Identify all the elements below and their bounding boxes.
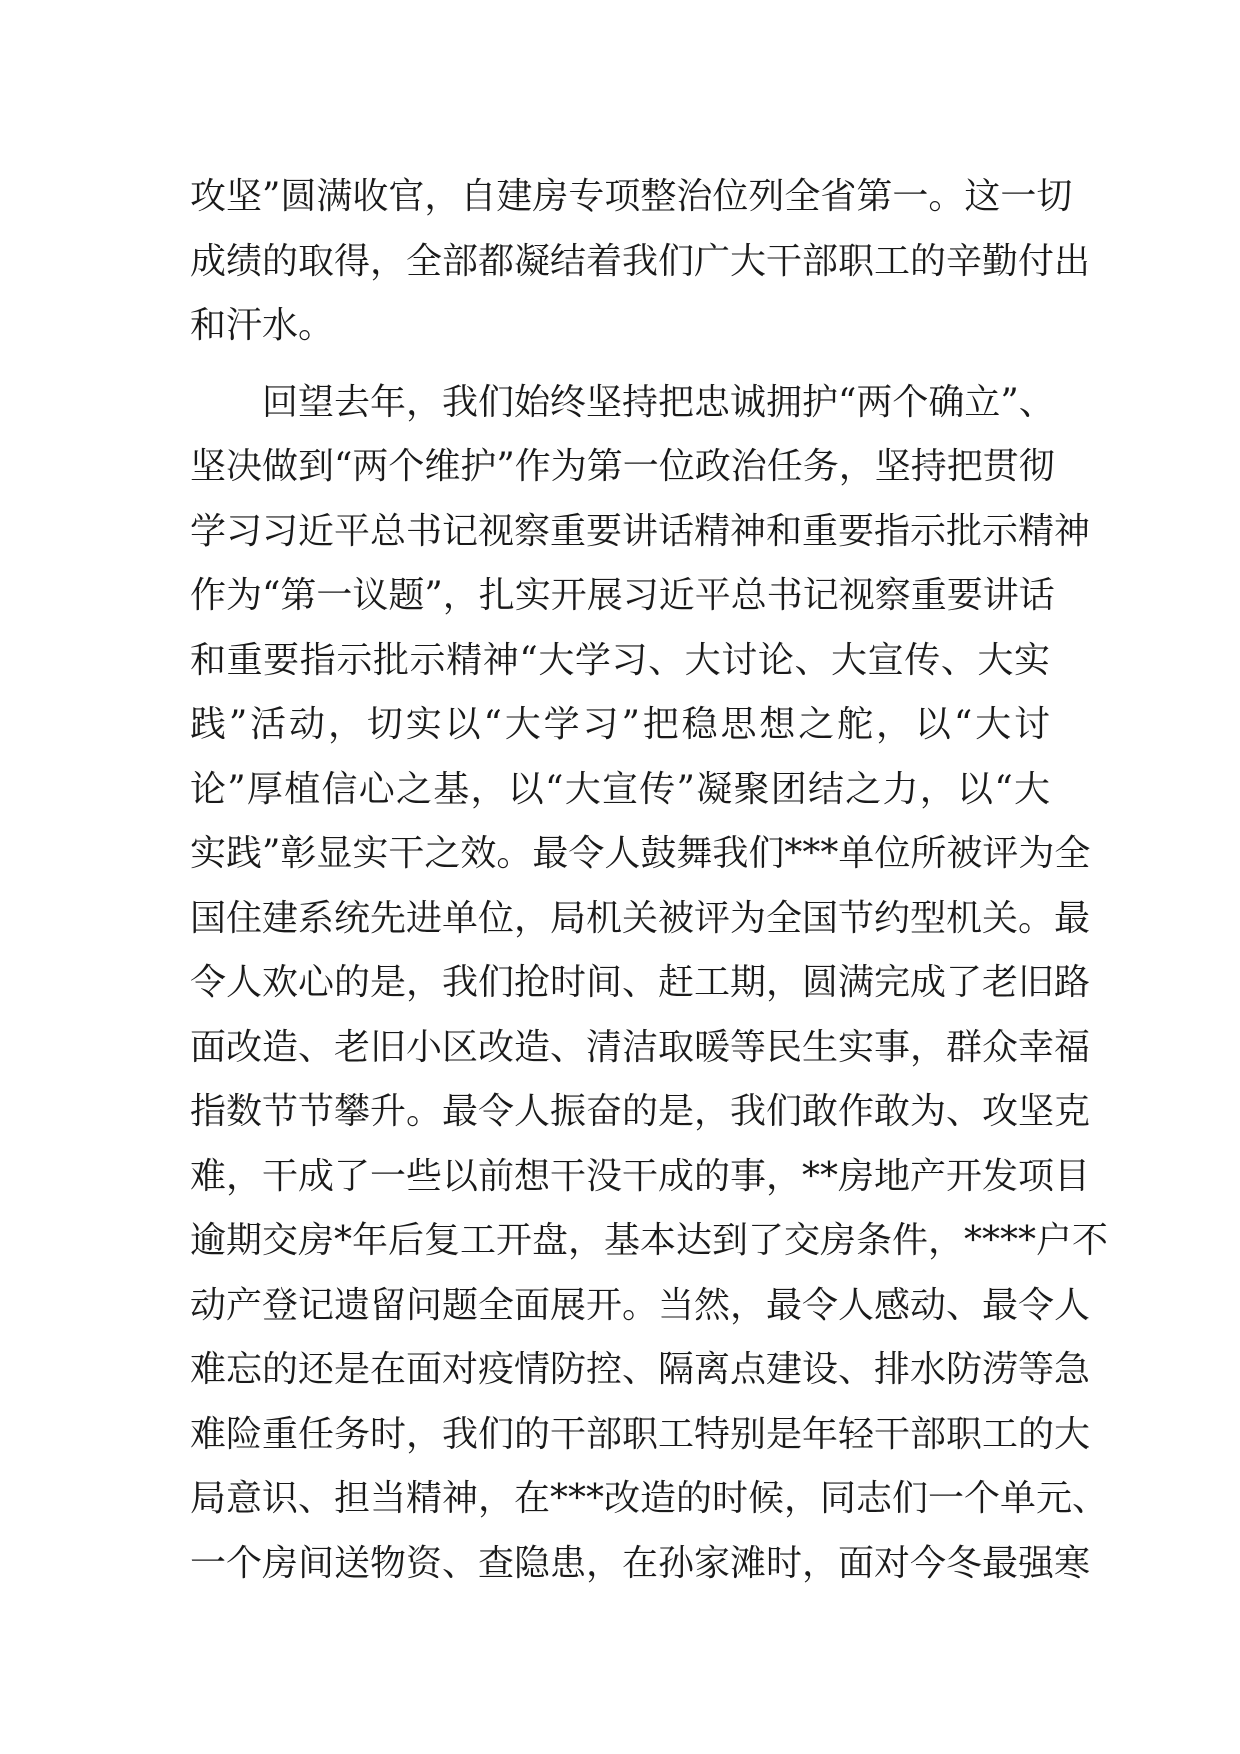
- text-line: [190, 1596, 1050, 1661]
- text-line: 指数节节攀升。最令人振奋的是，我们敢作敢为、攻坚克: [190, 1091, 1091, 1132]
- text-line: 践”活动，切实以“大学习”把稳思想之舵，以“大讨: [190, 704, 1050, 745]
- text-line: 坚决做到“两个维护”作为第一位政治任务，坚持把贯彻: [190, 446, 1055, 487]
- text-line: 令人欢心的是，我们抢时间、赶工期，圆满完成了老旧路: [190, 962, 1091, 1003]
- text-line: 国住建系统先进单位，局机关被评为全国节约型机关。最: [190, 897, 1091, 939]
- text-line: 局意识、担当精神，在***改造的时候，同志们一个单元、: [190, 1478, 1109, 1519]
- text-line: 攻坚”圆满收官，自建房专项整治位列全省第一。这一切: [190, 176, 1073, 217]
- body-text: [190, 165, 1109, 1661]
- text-line: 论”厚植信心之基，以“大宣传”凝聚团结之力，以“大: [190, 768, 1050, 810]
- paragraph: [190, 371, 1109, 1661]
- text-line: 成绩的取得，全部都凝结着我们广大干部职工的辛勤付出: [190, 240, 1091, 282]
- text-line: 逾期交房*年后复工开盘，基本达到了交房条件，****户不: [190, 1220, 1109, 1261]
- text-line: 作为“第一议题”，扎实开展习近平总书记视察重要讲话: [190, 575, 1055, 616]
- text-line: 面改造、老旧小区改造、清洁取暖等民生实事，群众幸福: [190, 1026, 1091, 1068]
- paragraph-gap: [190, 359, 1050, 371]
- text-line: 和重要指示批示精神“大学习、大讨论、大宣传、大实: [190, 639, 1050, 681]
- text-line: 回望去年，我们始终坚持把忠诚拥护“两个确立”、: [190, 381, 1055, 423]
- text-line: 难，干成了一些以前想干没干成的事，**房地产开发项目: [190, 1155, 1091, 1197]
- text-line: 难险重任务时，我们的干部职工特别是年轻干部职工的大: [190, 1413, 1091, 1455]
- text-line: 一个房间送物资、查隐患，在孙家滩时，面对今冬最强寒: [190, 1542, 1091, 1584]
- paragraph: [190, 165, 1091, 359]
- text-line: 实践”彰显实干之效。最令人鼓舞我们***单位所被评为全: [190, 833, 1091, 874]
- text-line: 动产登记遗留问题全面展开。当然，最令人感动、最令人: [190, 1284, 1091, 1326]
- text-line: 学习习近平总书记视察重要讲话精神和重要指示批示精神: [190, 510, 1091, 552]
- text-line: 难忘的还是在面对疫情防控、隔离点建设、排水防涝等急: [190, 1349, 1091, 1390]
- text-line: 和汗水。: [190, 305, 335, 346]
